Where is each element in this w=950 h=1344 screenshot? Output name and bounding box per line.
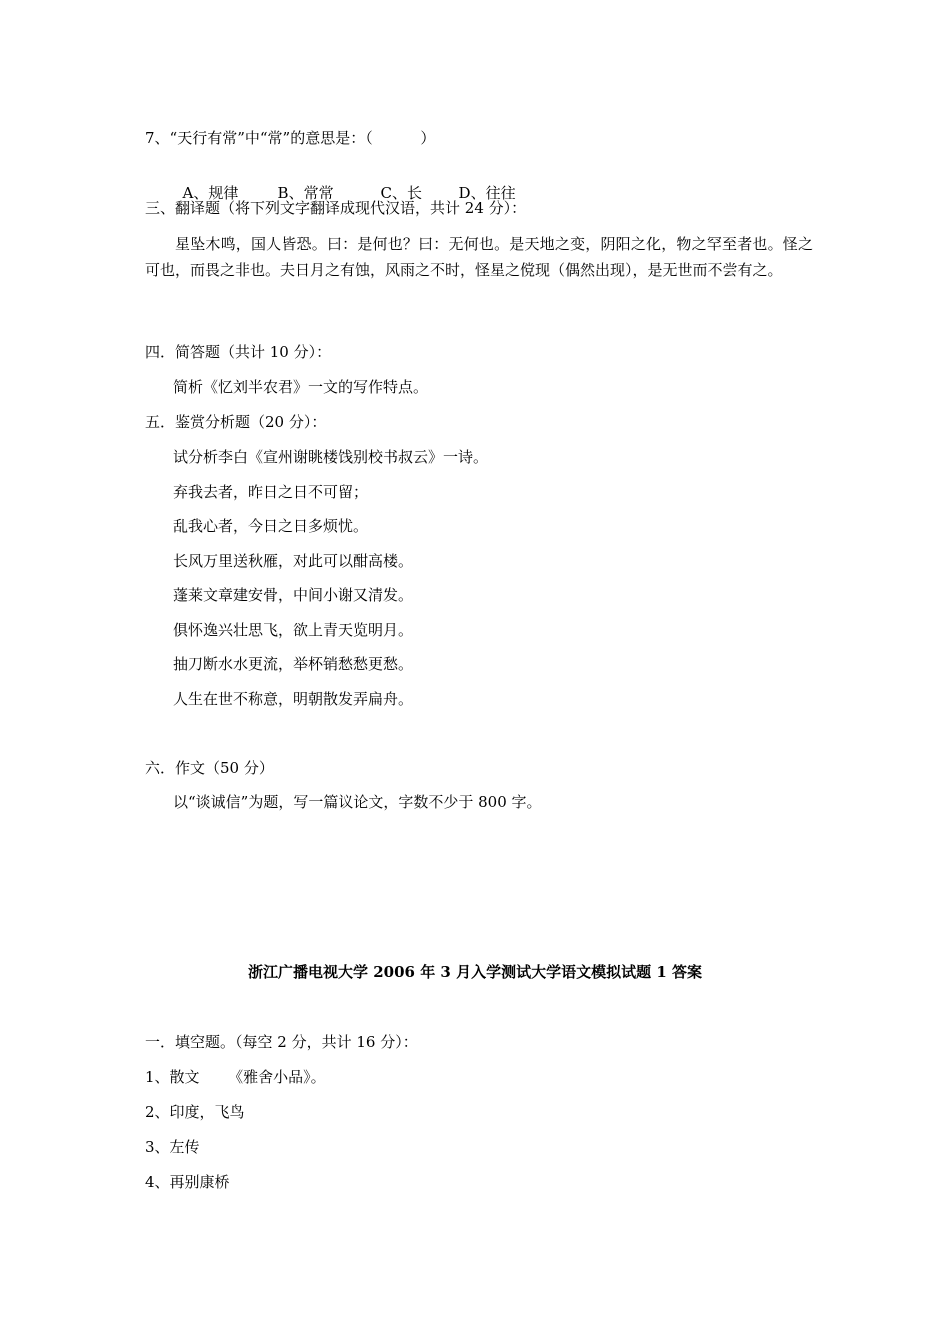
section5-question: 试分析李白《宣州谢眺楼饯别校书叔云》一诗。 bbox=[173, 448, 489, 466]
section3-passage: 星坠木鸣，国人皆恐。曰：是何也？曰：无何也。是天地之变，阴阳之化，物之罕至者也。怪之可也，而畏之非也。夫日月之有蚀，风雨之不时，怪星之傥现（偶然出现），是无世而不尝有之。 bbox=[145, 235, 813, 279]
answer-item: 4、再别康桥 bbox=[145, 1173, 230, 1191]
q7-option-d: D、往往 bbox=[458, 184, 516, 202]
section4-question: 简析《忆刘半农君》一文的写作特点。 bbox=[173, 378, 429, 396]
q7-question: 7、“天行有常”中“常”的意思是：（ ） bbox=[145, 129, 436, 147]
poem-line: 长风万里送秋雁，对此可以酣高楼。 bbox=[173, 552, 414, 570]
section4-heading: 四．简答题（共计 10 分）： bbox=[145, 343, 332, 361]
section3-heading: 三、翻译题（将下列文字翻译成现代汉语，共计 24 分）： bbox=[145, 199, 527, 217]
poem-line: 俱怀逸兴壮思飞，欲上青天览明月。 bbox=[173, 621, 414, 639]
answers-title: 浙江广播电视大学 2006 年 3 月入学测试大学语文模拟试题 1 答案 bbox=[248, 963, 702, 981]
q7-options bbox=[173, 163, 516, 203]
poem-line: 人生在世不称意，明朝散发弄扁舟。 bbox=[173, 690, 414, 708]
answer-item: 2、印度，飞鸟 bbox=[145, 1103, 245, 1121]
poem-line: 蓬莱文章建安骨，中间小谢又清发。 bbox=[173, 586, 414, 604]
answer-item: 1、散文 《雅舍小品》。 bbox=[145, 1068, 326, 1086]
q7-option-a: A、规律 bbox=[182, 184, 239, 202]
q7-option-c: C、长 bbox=[380, 184, 423, 202]
section6-question: 以“谈诚信”为题，写一篇议论文，字数不少于 800 字。 bbox=[173, 793, 542, 811]
q7-option-b: B、常常 bbox=[277, 184, 334, 202]
answer-item: 3、左传 bbox=[145, 1138, 200, 1156]
poem-line: 乱我心者，今日之日多烦忧。 bbox=[173, 517, 369, 535]
section6-heading: 六．作文（50 分） bbox=[145, 759, 274, 777]
section5-heading: 五．鉴赏分析题（20 分）： bbox=[145, 413, 327, 431]
poem-line: 弃我去者，昨日之日不可留； bbox=[173, 483, 369, 501]
answers-section1-heading: 一．填空题。（每空 2 分，共计 16 分）： bbox=[145, 1033, 418, 1051]
poem-line: 抽刀断水水更流，举杯销愁愁更愁。 bbox=[173, 655, 414, 673]
